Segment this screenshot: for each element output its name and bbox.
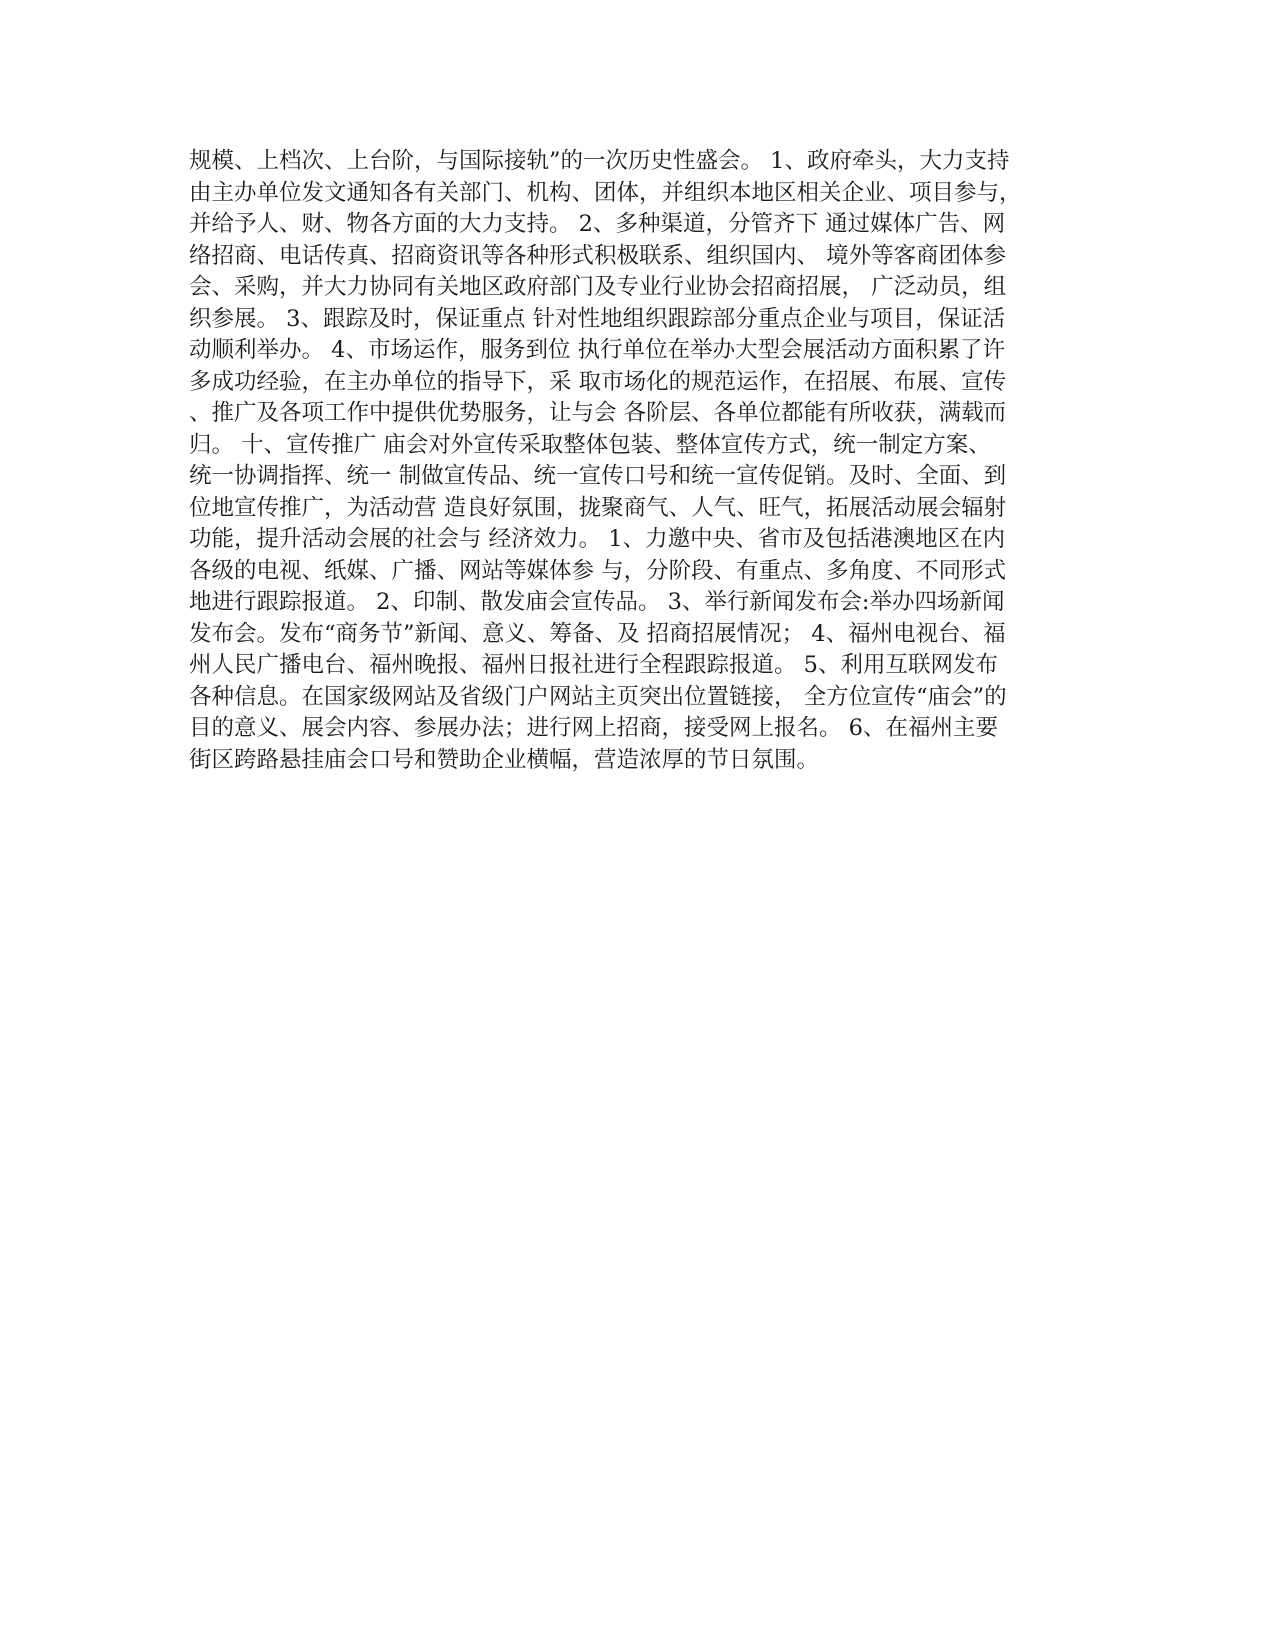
body-text xyxy=(189,146,1089,776)
text-line: 络招商、电话传真、招商资讯等各种形式积极联系、组织国内、 境外等客商团体参 xyxy=(189,242,1007,269)
text-line: 归。 十、宣传推广 庙会对外宣传采取整体包装、整体宣传方式，统一制定方案、 xyxy=(189,431,991,458)
text-line: 并给予人、财、物各方面的大力支持。 2、多种渠道，分管齐下 通过媒体广告、网 xyxy=(189,211,1006,237)
text-line: 各级的电视、纸媒、广播、网站等媒体参 与，分阶段、有重点、多角度、不同形式 xyxy=(189,557,1007,584)
text-line: 多成功经验，在主办单位的指导下，采 取市场化的规范运作，在招展、布展、宣传 xyxy=(189,368,1007,395)
text-line: 会、采购，并大力协同有关地区政府部门及专业行业协会招商招展， 广泛动员，组 xyxy=(189,274,1007,300)
text-line: 、推广及各项工作中提供优势服务，让与会 各阶层、各单位都能有所收获，满载而 xyxy=(189,400,1007,426)
text-line: 街区跨路悬挂庙会口号和赞助企业横幅，营造浓厚的节日氛围。 xyxy=(189,746,820,773)
text-line: 统一协调指挥、统一 制做宣传品、统一宣传口号和统一宣传促销。及时、全面、到 xyxy=(189,463,1007,489)
text-line: 各种信息。在国家级网站及省级门户网站主页突出位置链接， 全方位宣传“庙会”的 xyxy=(189,683,1007,710)
text-line: 织参展。 3、跟踪及时，保证重点 针对性地组织跟踪部分重点企业与项目，保证活 xyxy=(189,305,1006,332)
text-line: 地进行跟踪报道。 2、印制、散发庙会宣传品。 3、举行新闻发布会:举办四场新闻 xyxy=(189,589,1005,615)
text-line: 目的意义、展会内容、参展办法；进行网上招商，接受网上报名。 6、在福州主要 xyxy=(189,715,998,741)
text-line: 动顺利举办。 4、市场运作，服务到位 执行单位在举办大型会展活动方面积累了许 xyxy=(189,337,1006,363)
text-line: 由主办单位发文通知各有关部门、机构、团体，并组织本地区相关企业、项目参与， xyxy=(189,179,1022,206)
text-line: 规模、上档次、上台阶，与国际接轨”的一次历史性盛会。 1、政府牵头，大力支持 xyxy=(189,148,1010,174)
text-line: 发布会。发布“商务节”新闻、意义、筹备、及 招商招展情况； 4、福州电视台、福 xyxy=(189,620,1006,647)
text-line: 功能，提升活动会展的社会与 经济效力。 1、力邀中央、省市及包括港澳地区在内 xyxy=(189,526,1006,552)
text-line: 位地宣传推广，为活动营 造良好氛围，拢聚商气、人气、旺气，拓展活动展会辐射 xyxy=(189,494,1007,521)
text-line: 州人民广播电台、福州晚报、福州日报社进行全程跟踪报道。 5、利用互联网发布 xyxy=(189,652,998,678)
